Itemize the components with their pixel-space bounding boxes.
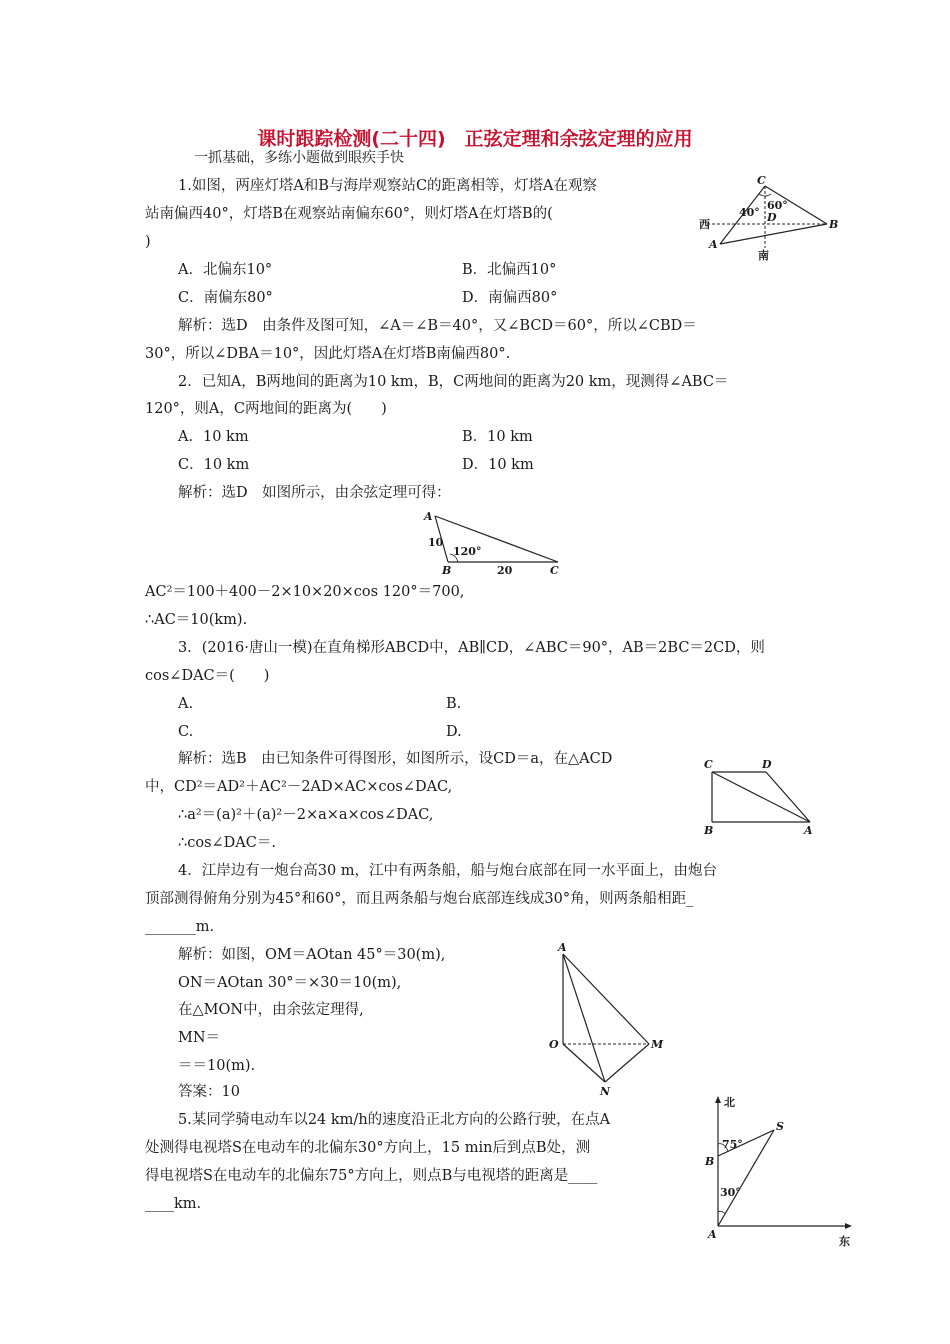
q3-label-b: B (704, 824, 714, 837)
q1-solution-line1: 解析：选D 由条件及图可知，∠A＝∠B＝40°，又∠BCD＝60°，所以∠CBD＝ (178, 318, 697, 334)
q3-label-d: D (762, 758, 772, 771)
q3-option-d: D. (446, 724, 462, 740)
q4-label-o: O (549, 1038, 559, 1051)
q2-solution-line1: 解析：选D 如图所示，由余弦定理可得： (178, 485, 451, 501)
q3-trapezoid-figure (700, 756, 820, 838)
q5-stem-line3: 得电视塔S在电动车的北偏东75°方向上，则点B与电视塔的距离是____ (145, 1168, 598, 1184)
q4-solution-line5: ＝＝10(m). (178, 1058, 256, 1074)
q1-option-b: B．北偏西10° (462, 262, 557, 278)
q2-option-a: A．10 km (178, 429, 249, 445)
q4-stem-line3: _______m. (145, 919, 215, 935)
q1-option-c: C．南偏东80° (178, 290, 273, 306)
q1-label-b: B (829, 218, 839, 231)
q1-stem-line3: ) (145, 234, 151, 250)
q1-label-d: D (767, 211, 777, 224)
q3-option-c: C. (178, 724, 194, 740)
q1-label-south: 南 (758, 249, 769, 262)
q4-solution-line1: 解析：如图，OM＝AOtan 45°＝30(m), (178, 947, 446, 963)
q4-solution-line3: 在△MON中，由余弦定理得, (178, 1002, 364, 1018)
q4-label-a: A (558, 941, 567, 954)
q1-option-a: A．北偏东10° (178, 262, 273, 278)
q2-label-b: B (442, 564, 452, 577)
q5-label-north: 北 (724, 1096, 735, 1109)
q1-option-d: D．南偏西80° (462, 290, 558, 306)
q2-label-angle: 120° (453, 545, 482, 558)
page-title: 课时跟踪检测(二十四) 正弦定理和余弦定理的应用 (257, 128, 693, 150)
q3-solution-line4: ∴cos∠DAC＝. (178, 835, 276, 851)
q2-label-bc: 20 (497, 564, 513, 577)
subtitle: 一抓基础，多练小题做到眼疾手快 (194, 150, 404, 166)
q4-tetrahedron-figure (545, 940, 675, 1100)
q3-stem-line2: cos∠DAC＝( ) (145, 668, 270, 684)
q5-stem-line2: 处测得电视塔S在电动车的北偏东30°方向上，15 min后到点B处，测 (145, 1140, 591, 1156)
q3-solution-line2: 中，CD²＝AD²＋AC²－2AD×AC×cos∠DAC, (145, 779, 453, 795)
q5-label-a: A (708, 1228, 717, 1241)
q4-solution-line2: ON＝AOtan 30°＝×30＝10(m), (178, 975, 402, 991)
q1-label-angle-40: 40° (739, 206, 760, 219)
q4-solution-line4: MN＝ (178, 1030, 221, 1046)
q5-label-angle-30: 30° (720, 1186, 741, 1199)
q4-label-n: N (600, 1085, 611, 1098)
q1-label-west: 西 (699, 218, 710, 231)
q1-lighthouse-figure (695, 172, 845, 264)
q3-option-a: A. (178, 696, 194, 712)
q2-triangle-figure (420, 508, 570, 576)
q5-label-s: S (776, 1120, 784, 1133)
q2-option-d: D．10 km (462, 457, 534, 473)
q2-option-b: B．10 km (462, 429, 533, 445)
q1-solution-line2: 30°，所以∠DBA＝10°，因此灯塔A在灯塔B南偏西80°. (145, 346, 511, 362)
q1-label-c: C (757, 174, 766, 187)
q2-solution-line3: ∴AC＝10(km). (145, 612, 248, 628)
q2-option-c: C．10 km (178, 457, 250, 473)
q3-solution-line3: ∴a²＝(a)²＋(a)²－2×a×a×cos∠DAC, (178, 807, 434, 823)
q1-label-a: A (709, 238, 718, 251)
q3-option-b: B. (446, 696, 462, 712)
q1-stem-line1: 1.如图，两座灯塔A和B与海岸观察站C的距离相等，灯塔A在观察 (178, 178, 598, 194)
q4-stem-line2: 顶部测得俯角分别为45°和60°，而且两条船与炮台底部连线成30°角，则两条船相距_ (145, 891, 694, 907)
q3-stem-line1: 3．(2016·唐山一模)在直角梯形ABCD中，AB∥CD，∠ABC＝90°，AB＝2BC＝2CD，则 (178, 640, 765, 656)
q3-label-c: C (704, 758, 713, 771)
q4-label-m: M (651, 1038, 664, 1051)
q1-label-angle-60: 60° (767, 199, 788, 212)
q2-stem-line2: 120°，则A，C两地间的距离为( ) (145, 401, 387, 417)
q2-stem-line1: 2．已知A，B两地间的距离为10 km，B，C两地间的距离为20 km，现测得∠ABC＝ (178, 374, 729, 390)
q4-stem-line1: 4．江岸边有一炮台高30 m，江中有两条船，船与炮台底部在同一水平面上，由炮台 (178, 863, 718, 879)
q5-direction-figure (700, 1092, 860, 1252)
q5-stem-line1: 5.某同学骑电动车以24 km/h的速度沿正北方向的公路行驶，在点A (178, 1112, 611, 1128)
q5-stem-line4: ____km. (145, 1196, 202, 1212)
q3-label-a: A (804, 824, 813, 837)
q5-label-east: 东 (839, 1235, 850, 1248)
q5-label-angle-75: 75° (722, 1138, 743, 1151)
q2-label-c: C (550, 564, 559, 577)
q5-label-b: B (705, 1155, 715, 1168)
q2-label-a: A (424, 510, 433, 523)
q3-solution-line1: 解析：选B 由已知条件可得图形，如图所示，设CD＝a，在△ACD (178, 751, 613, 767)
q2-solution-line2: AC²＝100＋400－2×10×20×cos 120°＝700, (145, 584, 465, 600)
q2-label-ab: 10 (428, 536, 444, 549)
q1-stem-line2: 站南偏西40°，灯塔B在观察站南偏东60°，则灯塔A在灯塔B的( (145, 206, 553, 222)
q4-answer: 答案：10 (178, 1084, 240, 1100)
